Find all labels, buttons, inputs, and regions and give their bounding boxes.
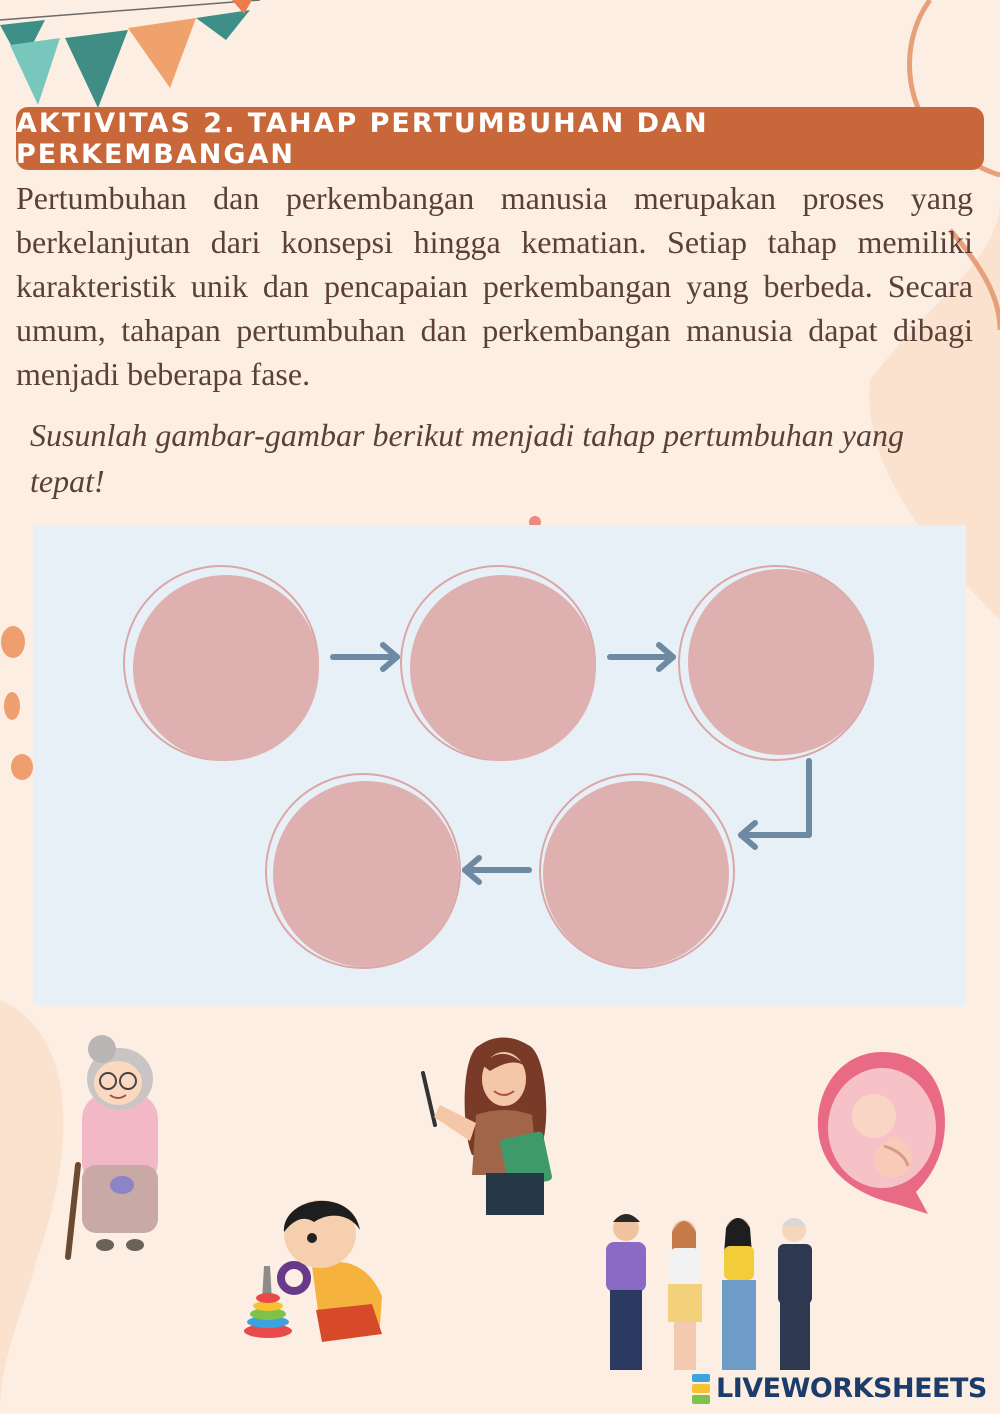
drop-slot-1[interactable] [133,575,319,761]
toddler-playing-icon[interactable] [242,1186,392,1351]
drop-slot-5[interactable] [273,781,459,967]
activity-title: AKTIVITAS 2. TAHAP PERTUMBUHAN DAN PERKEMBANGAN [16,107,709,170]
liveworksheets-icon [692,1374,710,1404]
drop-slot-3[interactable] [688,569,874,755]
fetus-womb-icon[interactable] [812,1048,950,1216]
elderly-woman-icon[interactable] [60,1025,180,1260]
teacher-adult-icon[interactable] [420,1033,570,1215]
teenagers-group-icon[interactable] [598,1210,828,1380]
liveworksheets-logo [692,1373,987,1404]
intro-paragraph: Pertumbuhan dan perkembangan manusia merupakan proses yang berkelanjutan dari konsepsi hingga kematian. Setiap tahap memiliki karakteristik unik dan pencapaian perkembangan yang berbeda. Secara umum, tahapan pertumbuhan dan perkembangan manusia dapat dibagi menjadi beberapa fase. [16,180,973,392]
instruction-text: Susunlah gambar-gambar berikut menjadi tahap pertumbuhan yang tepat! [30,417,904,499]
liveworksheets-text: LIVEWORKSHEETS [716,1373,987,1404]
growth-sequence-panel [33,525,966,1005]
drop-slot-4[interactable] [543,781,729,967]
drop-slot-2[interactable] [410,575,596,761]
activity-header [16,107,984,170]
